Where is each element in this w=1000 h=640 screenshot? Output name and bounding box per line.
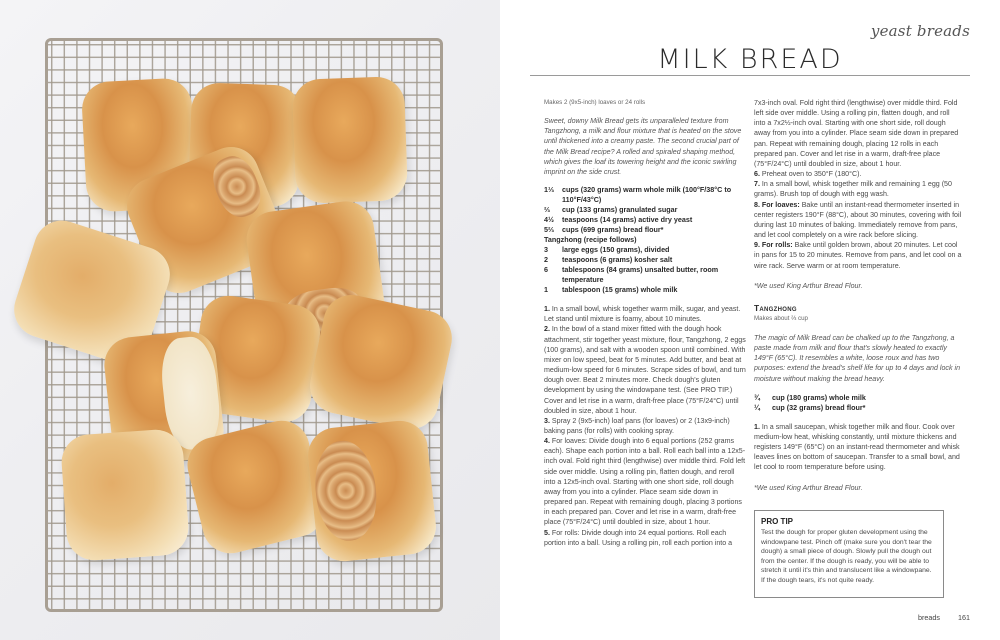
page-number: 161 [958,613,970,622]
title-divider [530,75,970,76]
recipe-intro: Sweet, downy Milk Bread gets its unparalleled texture from Tangzhong, a milk and flour mixture that is heated on the stove until thickened into a creamy paste. The second crucial part of the Milk Bread recipe? A rolled and spiraled shaping method, which gives the loaf its towering height and the iconic swirling imprint on the side crust. [544,117,742,176]
ingredient-item: 1⅓ cups (320 grams) warm whole milk (100°F/38°C to 110°F/43°C) [544,185,732,205]
bread-roll [292,76,408,204]
pro-tip-title: PRO TIP [761,517,794,526]
recipe-step: 6. Preheat oven to 350°F (180°C). [754,170,862,179]
recipe-step-continued: 7x3-inch oval. Fold right third (lengthwise) over middle third. Fold left side over middle. Using a rolling pin, flatten dough, and roll into a 7x2½-inch oval. Starting with one short side, roll dough away from you into a cylinder. Place seam side down in prepared pan. Repeat with remaining dough, placing 12 rolls in each prepared pan. Cover and let rise in a warm, draft-free place (75°F/24°C) until doubled in size, about 1 hour. [754,99,959,168]
ingredient-item: Tangzhong (recipe follows) [544,235,637,245]
recipe-column-right [754,98,962,493]
recipe-page [500,0,1000,640]
ingredient-list [544,185,746,295]
ingredient-item: 6 tablespoons (84 grams) unsalted butter, room temperature [544,265,719,285]
ingredient-item: 1 tablespoon (15 grams) whole milk [544,285,678,295]
bread-roll [305,418,438,564]
recipe-step: 8. For loaves: Bake until an instant-read thermometer inserted in center registers 190°F (88°C), about 30 minutes, covering with foil during last 10 minutes of baking. Immediately remove from pans, and let cool completely on a wire rack before slicing. [754,200,962,240]
section-label: yeast breads [870,22,970,40]
pro-tip-text: Test the dough for proper gluten development using the windowpane test. Pinch off (make sure you don't tear the dough) a small piece of dough. Slowly pull the dough out from the center. If the dough is ready, you will be able to stretch it until it's thin and translucent like a windowpane. If the dough tears, it's not quite ready. [761,529,932,584]
subrecipe-yield: Makes about ⅔ cup [754,314,809,322]
recipe-column-left [544,98,746,548]
page-footer [918,613,970,622]
page-title: MILK BREAD [657,44,843,75]
recipe-step: 3. Spray 2 (9x5-inch) loaf pans (for loaves) or 2 (13x9-inch) baking pans (for rolls) with cooking spray. [544,416,730,435]
ingredient-item: ¼ cup (32 grams) bread flour* [754,402,866,412]
recipe-step: 4. For loaves: Divide dough into 6 equal portions (252 grams each). Shape each portion into a ball. Roll each ball into a 12x5-inch oval. Fold right third (lengthwise) over middle third. Fold left side over middle. Using a rolling pin, flatten dough, and reroll into a 12x5-inch oval. Starting with one short side, roll dough away from you into a cylinder. Place seam side down in prepared pan. Repeat with remaining dough, placing 3 portions in each prepared pan. Cover and let rise in a warm, draft-free place (75°F/24°C) until doubled in size, about 1 hour. [544,437,746,527]
recipe-step: 9. For rolls: Bake until golden brown, about 20 minutes. Let cool in pans for 15 to 20 minutes. Remove from pans, and let cool on a wire rack. Serve warm or at room temperature. [754,241,962,270]
footer-section: breads [918,613,940,622]
ingredient-item: ⅔ cup (133 grams) granulated sugar [544,205,678,215]
recipe-step: 2. In the bowl of a stand mixer fitted with the dough hook attachment, stir together yeast mixture, flour, Tangzhong, 2 eggs (100 grams), and salt with a wooden spoon until combined. With mixer on low speed, beat for 5 minutes. Add butter, and beat at medium-low speed for 6 minutes. Scrape sides of bowl, and turn dough over. Beat 2 minutes more. Check dough's gluten development by using the windowpane test. (See PRO TIP.) Cover and let rise in a warm, draft-free place (75°F/24°C) until doubled in size, about 1 hour. [544,325,746,415]
ingredient-item: 2 teaspoons (6 grams) kosher salt [544,255,673,265]
ingredient-item: 4½ teaspoons (14 grams) active dry yeast [544,215,693,225]
bread-roll [60,428,190,562]
ingredient-item: 5⅔ cups (699 grams) bread flour* [544,225,664,235]
subrecipe-intro: The magic of Milk Bread can be chalked up to the Tangzhong, a paste made from milk and flour that's slowly heated to exactly 149°F (65°C). It resembles a white, loose roux and has two purposes: extend the bread's shelf life for up to 4 days and lock in moisture without making the bread heavy. [754,333,961,383]
subrecipe-ingredient-list [754,393,962,413]
pro-tip-box [754,510,944,598]
flour-note: *We used King Arthur Bread Flour. [754,281,863,290]
recipe-step: 5. For rolls: Divide dough into 24 equal portions. Roll each portion into a ball. Using a rolling pin, roll each portion into a [544,528,733,547]
swirl-crumb [311,438,381,544]
subrecipe-flour-note: *We used King Arthur Bread Flour. [754,483,863,492]
recipe-step: 7. In a small bowl, whisk together milk and remaining 1 egg (50 grams). Brush top of dough with egg wash. [754,180,952,199]
subrecipe-title: Tangzhong [754,302,797,313]
subrecipe-step: 1. In a small saucepan, whisk together milk and flour. Cook over medium-low heat, whisking constantly, until mixture thickens and registers 149°F (65°C) on an instant-read thermometer and whisk leaves lines on bottom of saucepan. Transfer to a small bowl, and let cool to room temperature before using. [754,422,960,472]
ingredient-item: ¾ cup (180 grams) whole milk [754,392,866,402]
ingredient-item: 3 large eggs (150 grams), divided [544,245,670,255]
recipe-yield: Makes 2 (9x5-inch) loaves or 24 rolls [544,99,646,106]
recipe-step: 1. In a small bowl, whisk together warm milk, sugar, and yeast. Let stand until mixture is foamy, about 10 minutes. [544,305,741,324]
